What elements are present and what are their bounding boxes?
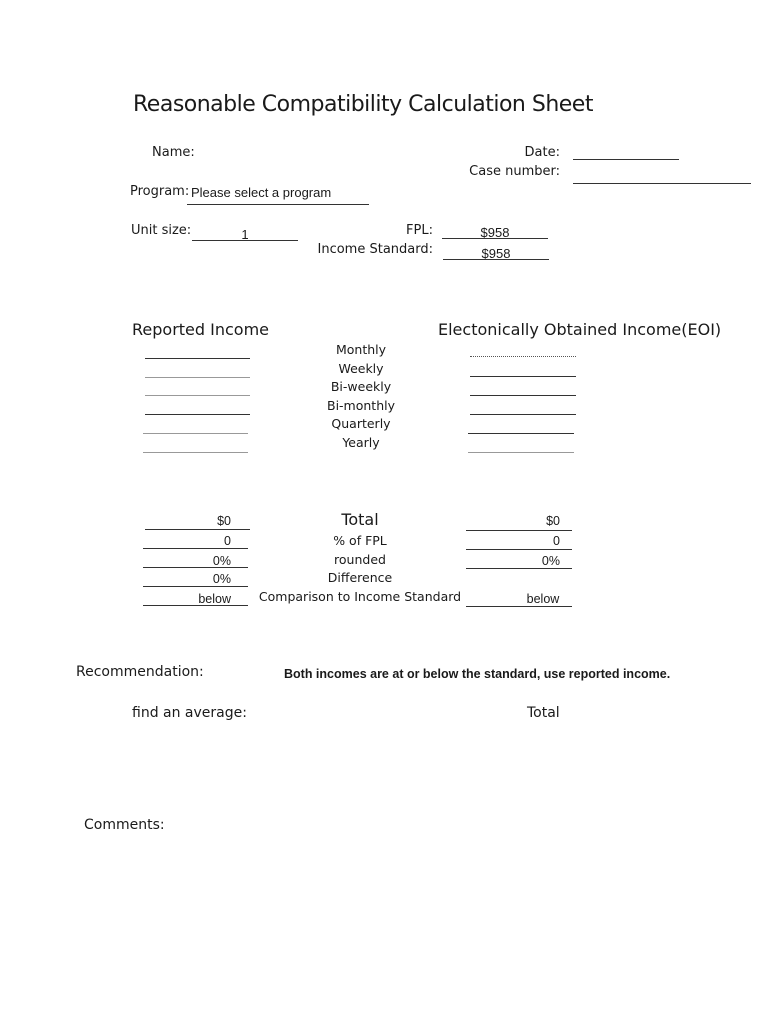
- eoi-biweekly-input[interactable]: [470, 395, 576, 396]
- program-underline: [187, 204, 369, 205]
- date-label: Date:: [524, 145, 560, 160]
- recommendation-label: Recommendation:: [76, 664, 204, 680]
- eoi-comparison-underline: [466, 606, 572, 607]
- eoi-comparison-value: below: [526, 592, 560, 606]
- reported-monthly-input[interactable]: [145, 358, 250, 359]
- reported-difference-value: 0%: [212, 572, 231, 586]
- frequency-monthly: Monthly: [335, 342, 387, 357]
- comments-area[interactable]: [84, 840, 744, 990]
- frequency-bimonthly: Bi-monthly: [327, 398, 395, 413]
- summary-percent-fpl-label: % of FPL: [333, 533, 387, 548]
- unit-size-label: Unit size:: [131, 223, 192, 238]
- frequency-yearly: Yearly: [342, 435, 380, 450]
- case-number-label: Case number:: [469, 164, 560, 179]
- page-title: Reasonable Compatibility Calculation Sheet: [133, 92, 593, 117]
- reported-income-heading: Reported Income: [132, 320, 269, 339]
- eoi-bimonthly-input[interactable]: [470, 414, 576, 415]
- reported-rounded-underline: [143, 567, 248, 568]
- eoi-rounded-underline: [466, 568, 572, 569]
- eoi-weekly-input[interactable]: [470, 376, 576, 377]
- eoi-quarterly-input[interactable]: [468, 433, 574, 434]
- eoi-yearly-input[interactable]: [468, 452, 574, 453]
- comments-label: Comments:: [84, 817, 165, 833]
- eoi-percent-fpl-value: 0: [553, 534, 560, 548]
- reported-yearly-input[interactable]: [143, 452, 248, 453]
- reported-difference-underline: [143, 586, 248, 587]
- unit-size-underline: [192, 240, 298, 241]
- income-standard-underline: [443, 259, 549, 260]
- summary-difference-label: Difference: [327, 570, 393, 585]
- fpl-label: FPL:: [406, 223, 433, 238]
- eoi-percent-underline: [466, 549, 572, 550]
- frequency-quarterly: Quarterly: [331, 416, 391, 431]
- recommendation-value: Both incomes are at or below the standard, use reported income.: [284, 667, 671, 681]
- summary-comparison-label: Comparison to Income Standard: [258, 589, 462, 604]
- reported-comparison-underline: [143, 605, 248, 606]
- reported-total-value: $0: [217, 514, 231, 528]
- income-standard-label: Income Standard:: [317, 242, 433, 257]
- reported-comparison-value: below: [198, 592, 231, 606]
- reported-weekly-input[interactable]: [145, 377, 250, 378]
- case-number-field[interactable]: [573, 183, 751, 184]
- program-select[interactable]: Please select a program: [191, 185, 332, 200]
- eoi-heading: Electonically Obtained Income(EOI): [438, 320, 722, 339]
- reported-bimonthly-input[interactable]: [145, 414, 250, 415]
- reported-percent-underline: [143, 548, 248, 549]
- fpl-value: $958: [480, 225, 510, 240]
- program-label: Program:: [130, 184, 190, 199]
- eoi-total-underline: [466, 530, 572, 531]
- reported-total-underline: [145, 529, 250, 530]
- frequency-weekly: Weekly: [338, 361, 384, 376]
- eoi-rounded-value: 0%: [541, 554, 560, 568]
- unit-size-input[interactable]: 1: [241, 227, 249, 242]
- income-standard-value: $958: [481, 246, 511, 261]
- summary-rounded-label: rounded: [334, 552, 386, 567]
- eoi-monthly-input[interactable]: [470, 356, 576, 357]
- fpl-underline: [442, 238, 548, 239]
- name-label: Name:: [152, 145, 195, 160]
- summary-total-label: Total: [341, 510, 379, 529]
- average-label: find an average:: [132, 705, 247, 721]
- eoi-total-value: $0: [546, 514, 560, 528]
- date-field[interactable]: [573, 159, 679, 160]
- reported-percent-fpl-value: 0: [224, 534, 231, 548]
- reported-biweekly-input[interactable]: [145, 395, 250, 396]
- reported-quarterly-input[interactable]: [143, 433, 248, 434]
- frequency-biweekly: Bi-weekly: [330, 379, 392, 394]
- average-total-label: Total: [527, 705, 560, 721]
- reported-rounded-value: 0%: [212, 554, 231, 568]
